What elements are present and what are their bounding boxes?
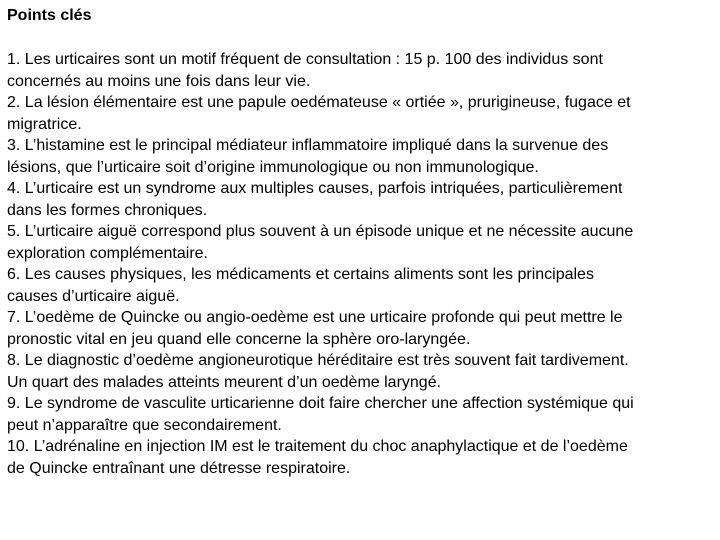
key-point-8 <box>7 350 715 393</box>
key-point-8-line-1: 8. Le diagnostic d’oedème angioneurotique héréditaire est très souvent fait tardivement. <box>7 352 629 369</box>
key-point-9-line-2: peut n’apparaître que secondairement. <box>7 416 282 434</box>
key-point-1-line-1: 1. Les urticaires sont un motif fréquent de consultation : 15 p. 100 des individus sont <box>7 51 603 68</box>
key-point-8-line-2: Un quart des malades atteints meurent d’un oedème laryngé. <box>7 373 442 391</box>
key-point-4 <box>7 178 715 221</box>
key-point-1 <box>7 49 715 92</box>
key-point-4-line-2: dans les formes chroniques. <box>7 201 208 219</box>
key-point-10 <box>7 436 715 479</box>
key-points-list <box>7 49 715 479</box>
key-point-6-line-1: 6. Les causes physiques, les médicaments et certains aliments sont les principales <box>7 266 594 283</box>
key-point-7-line-1: 7. L’oedème de Quincke ou angio-oedème est une urticaire profonde qui peut mettre le <box>7 309 623 326</box>
key-point-5 <box>7 221 715 264</box>
key-point-5-line-1: 5. L’urticaire aiguë correspond plus souvent à un épisode unique et ne nécessite aucune <box>7 223 634 240</box>
key-point-9 <box>7 393 715 436</box>
key-point-6 <box>7 264 715 307</box>
key-point-7 <box>7 307 715 350</box>
key-point-3-line-2: lésions, que l’urticaire soit d’origine immunologique ou non immunologique. <box>7 158 539 176</box>
key-point-10-line-1: 10. L’adrénaline en injection IM est le traitement du choc anaphylactique et de l’oedème <box>7 438 628 455</box>
key-point-1-line-2: concernés au moins une fois dans leur vie. <box>7 72 311 90</box>
key-point-2-line-2: migratrice. <box>7 115 82 133</box>
key-point-2 <box>7 92 715 135</box>
key-point-4-line-1: 4. L’urticaire est un syndrome aux multiples causes, parfois intriquées, particulièrement <box>7 180 623 197</box>
page-title: Points clés <box>7 7 92 24</box>
key-point-7-line-2: pronostic vital en jeu quand elle concerne la sphère oro-laryngée. <box>7 330 471 348</box>
key-point-10-line-2: de Quincke entraînant une détresse respiratoire. <box>7 459 351 477</box>
key-point-3 <box>7 135 715 178</box>
key-point-2-line-1: 2. La lésion élémentaire est une papule oedémateuse « ortiée », prurigineuse, fugace et <box>7 94 631 111</box>
key-point-3-line-1: 3. L’histamine est le principal médiateur inflammatoire impliqué dans la survenue des <box>7 137 609 154</box>
key-point-9-line-1: 9. Le syndrome de vasculite urticarienne doit faire chercher une affection systémique qui <box>7 395 634 412</box>
key-point-5-line-2: exploration complémentaire. <box>7 244 208 262</box>
key-point-6-line-2: causes d’urticaire aiguë. <box>7 287 180 305</box>
